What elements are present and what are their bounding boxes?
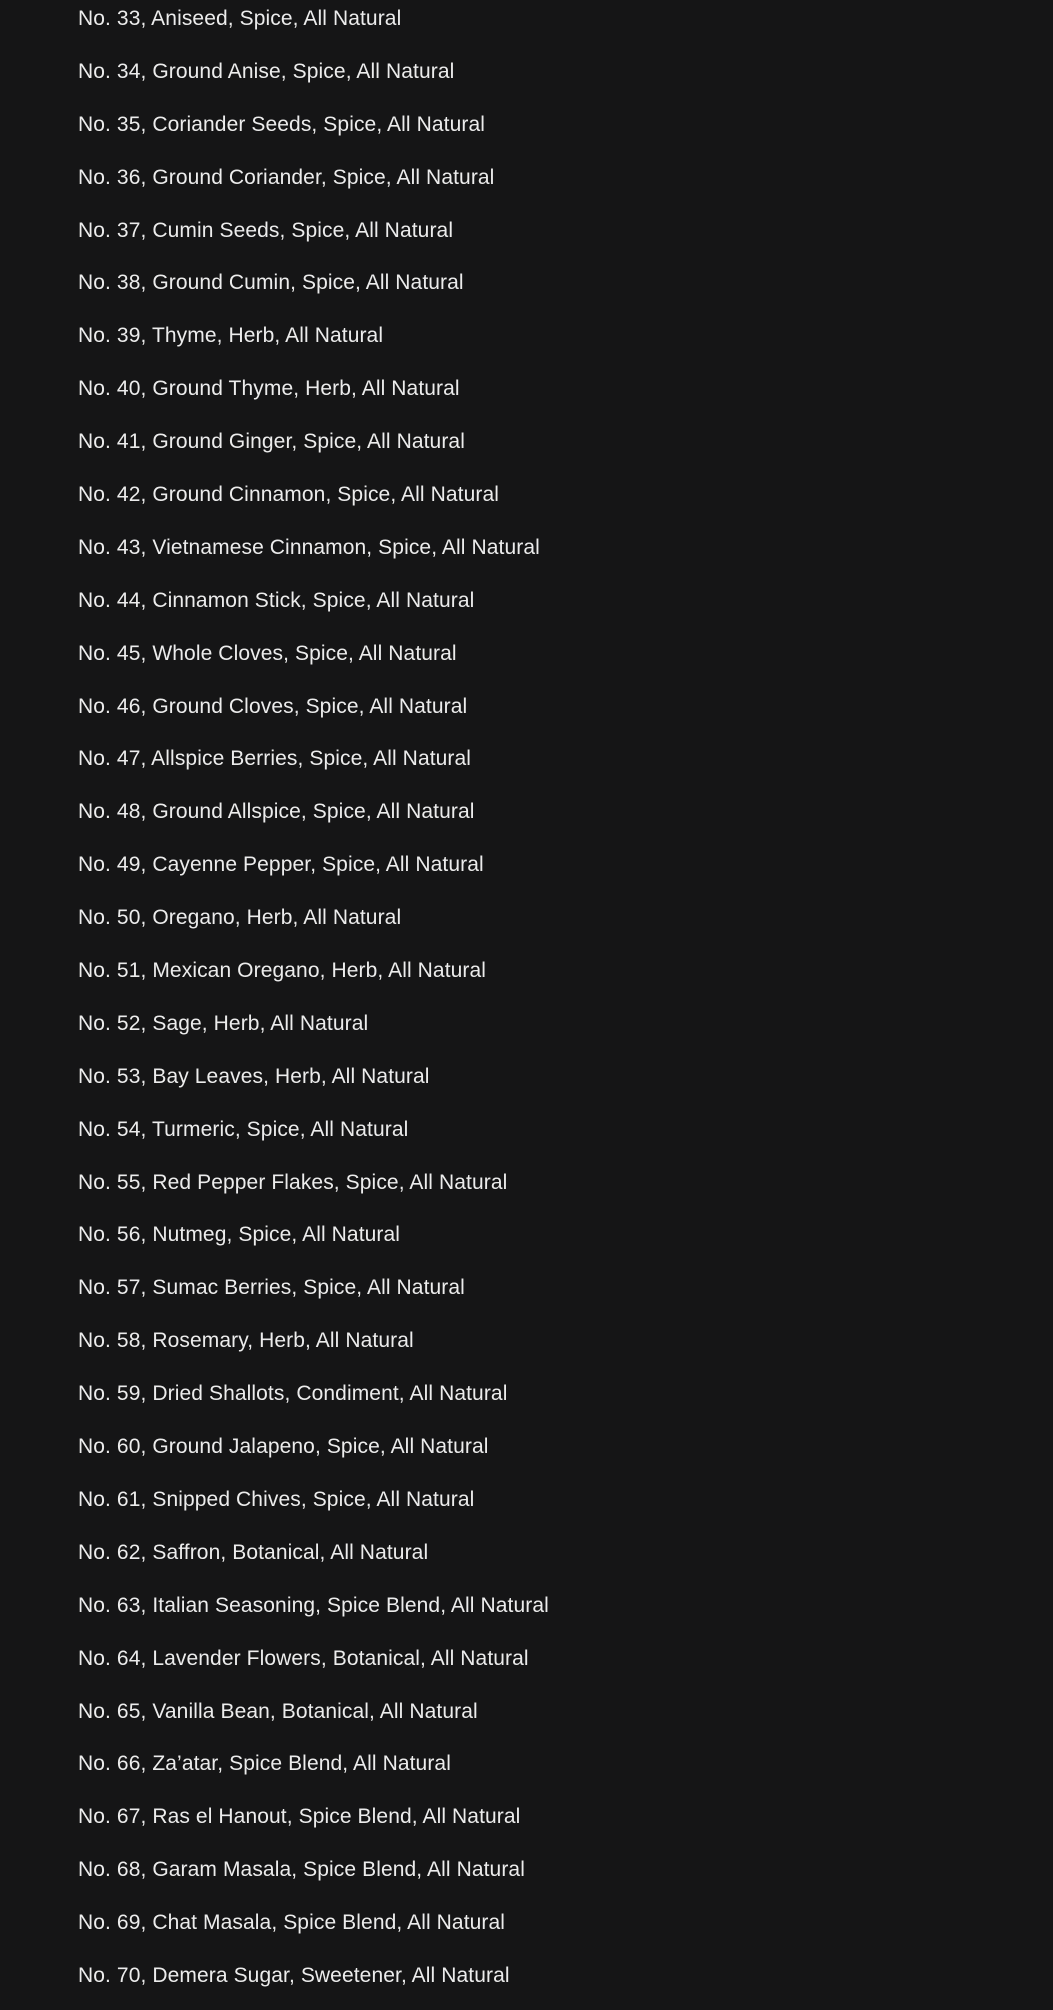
list-item: No. 48, Ground Allspice, Spice, All Natural — [78, 800, 475, 824]
list-item: No. 41, Ground Ginger, Spice, All Natural — [78, 430, 465, 454]
list-item: No. 66, Za’atar, Spice Blend, All Natural — [78, 1752, 451, 1776]
list-item: No. 56, Nutmeg, Spice, All Natural — [78, 1223, 401, 1247]
list-item: No. 55, Red Pepper Flakes, Spice, All Natural — [78, 1170, 508, 1194]
list-item: No. 60, Ground Jalapeno, Spice, All Natural — [78, 1435, 489, 1459]
list-item: No. 39, Thyme, Herb, All Natural — [78, 324, 384, 348]
list-item: No. 43, Vietnamese Cinnamon, Spice, All Natural — [78, 535, 540, 559]
list-item: No. 40, Ground Thyme, Herb, All Natural — [78, 377, 460, 401]
list-item: No. 51, Mexican Oregano, Herb, All Natural — [78, 959, 487, 983]
list-item: No. 36, Ground Coriander, Spice, All Natural — [78, 165, 495, 189]
list-item: No. 64, Lavender Flowers, Botanical, All Natural — [78, 1646, 529, 1670]
list-item: No. 65, Vanilla Bean, Botanical, All Natural — [78, 1699, 478, 1723]
list-item: No. 53, Bay Leaves, Herb, All Natural — [78, 1064, 430, 1088]
list-item: No. 37, Cumin Seeds, Spice, All Natural — [78, 218, 454, 242]
list-item: No. 50, Oregano, Herb, All Natural — [78, 906, 402, 930]
list-item: No. 68, Garam Masala, Spice Blend, All Natural — [78, 1858, 525, 1882]
list-item: No. 38, Ground Cumin, Spice, All Natural — [78, 271, 464, 295]
list-item: No. 54, Turmeric, Spice, All Natural — [78, 1117, 409, 1141]
list-item: No. 61, Snipped Chives, Spice, All Natural — [78, 1487, 475, 1511]
list-item: No. 34, Ground Anise, Spice, All Natural — [78, 59, 455, 83]
list-item: No. 67, Ras el Hanout, Spice Blend, All Natural — [78, 1805, 521, 1829]
list-item: No. 44, Cinnamon Stick, Spice, All Natural — [78, 588, 475, 612]
list-item: No. 33, Aniseed, Spice, All Natural — [78, 7, 402, 30]
list-item: No. 62, Saffron, Botanical, All Natural — [78, 1540, 429, 1564]
list-item: No. 69, Chat Masala, Spice Blend, All Natural — [78, 1911, 506, 1935]
list-item: No. 46, Ground Cloves, Spice, All Natural — [78, 694, 468, 718]
list-item: No. 70, Demera Sugar, Sweetener, All Natural — [78, 1963, 510, 1987]
list-item: No. 63, Italian Seasoning, Spice Blend, All Natural — [78, 1593, 549, 1617]
list-item: No. 47, Allspice Berries, Spice, All Natural — [78, 747, 472, 771]
list-item: No. 59, Dried Shallots, Condiment, All Natural — [78, 1382, 508, 1406]
spice-list — [78, 0, 549, 2010]
list-item: No. 49, Cayenne Pepper, Spice, All Natural — [78, 853, 484, 877]
list-item: No. 57, Sumac Berries, Spice, All Natural — [78, 1276, 465, 1300]
list-item: No. 45, Whole Cloves, Spice, All Natural — [78, 641, 457, 665]
list-item: No. 58, Rosemary, Herb, All Natural — [78, 1329, 414, 1353]
list-item: No. 42, Ground Cinnamon, Spice, All Natural — [78, 483, 500, 507]
list-item: No. 35, Coriander Seeds, Spice, All Natural — [78, 112, 486, 136]
list-item: No. 52, Sage, Herb, All Natural — [78, 1011, 369, 1035]
